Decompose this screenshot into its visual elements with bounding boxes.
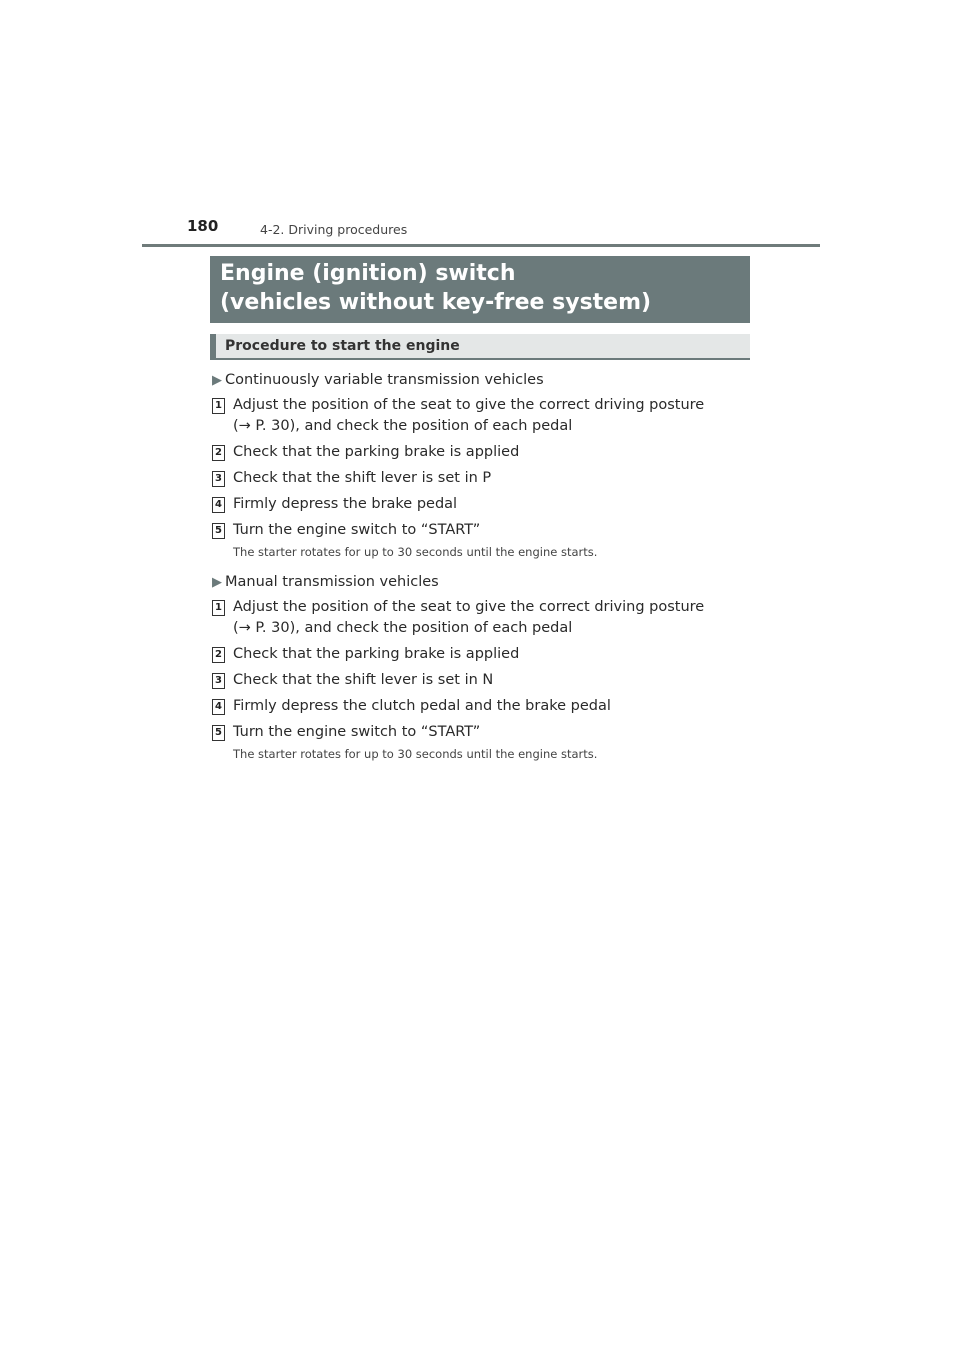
step-number-badge: 2: [212, 445, 225, 461]
step-text: Check that the parking brake is applied: [233, 444, 520, 460]
page-title-box: [210, 256, 750, 323]
step-item: [212, 670, 750, 691]
group-heading-cvt: ▶ Continuously variable transmission vehicles: [212, 372, 544, 388]
page-title-line-2: (vehicles without key-free system): [220, 290, 652, 315]
section-reference: 4-2. Driving procedures: [260, 222, 408, 237]
step-text: Check that the shift lever is set in N: [233, 672, 494, 688]
page-number: 180: [187, 217, 219, 235]
step-number-badge: 4: [212, 699, 225, 715]
step-note: The starter rotates for up to 30 seconds until the engine starts.: [233, 545, 598, 559]
triangle-bullet-icon: ▶: [212, 575, 222, 590]
step-text: Adjust the position of the seat to give the correct driving posture (→ P. 30), and check the position of each pedal: [233, 599, 705, 636]
page-title-line-1: Engine (ignition) switch: [220, 261, 516, 286]
step-item: [212, 722, 750, 743]
step-text: Adjust the position of the seat to give the correct driving posture (→ P. 30), and check the position of each pedal: [233, 397, 705, 434]
step-text: Turn the engine switch to “START”: [233, 724, 481, 740]
step-number-badge: 5: [212, 523, 225, 539]
step-item: [212, 644, 750, 665]
step-number-badge: 3: [212, 673, 225, 689]
step-item: [212, 468, 750, 489]
step-number-badge: 1: [212, 600, 225, 616]
step-number-badge: 4: [212, 497, 225, 513]
step-text: Check that the shift lever is set in P: [233, 470, 492, 486]
step-text: Turn the engine switch to “START”: [233, 522, 481, 538]
procedure-content: [212, 369, 750, 773]
step-number-badge: 1: [212, 398, 225, 414]
step-item: [212, 520, 750, 541]
step-item: [212, 494, 750, 515]
header-divider: [142, 244, 820, 247]
step-number-badge: 5: [212, 725, 225, 741]
step-item: [212, 696, 750, 717]
subsection-heading-box: [210, 334, 750, 360]
subsection-title: Procedure to start the engine: [225, 338, 460, 354]
step-item: [212, 597, 750, 639]
step-note: The starter rotates for up to 30 seconds until the engine starts.: [233, 747, 598, 761]
step-item: [212, 442, 750, 463]
page-header: [142, 214, 820, 248]
step-number-badge: 2: [212, 647, 225, 663]
group-heading-manual: ▶ Manual transmission vehicles: [212, 574, 439, 590]
step-text: Firmly depress the brake pedal: [233, 496, 458, 512]
triangle-bullet-icon: ▶: [212, 373, 222, 388]
step-item: [212, 395, 750, 437]
step-text: Firmly depress the clutch pedal and the brake pedal: [233, 698, 611, 714]
step-number-badge: 3: [212, 471, 225, 487]
step-text: Check that the parking brake is applied: [233, 646, 520, 662]
